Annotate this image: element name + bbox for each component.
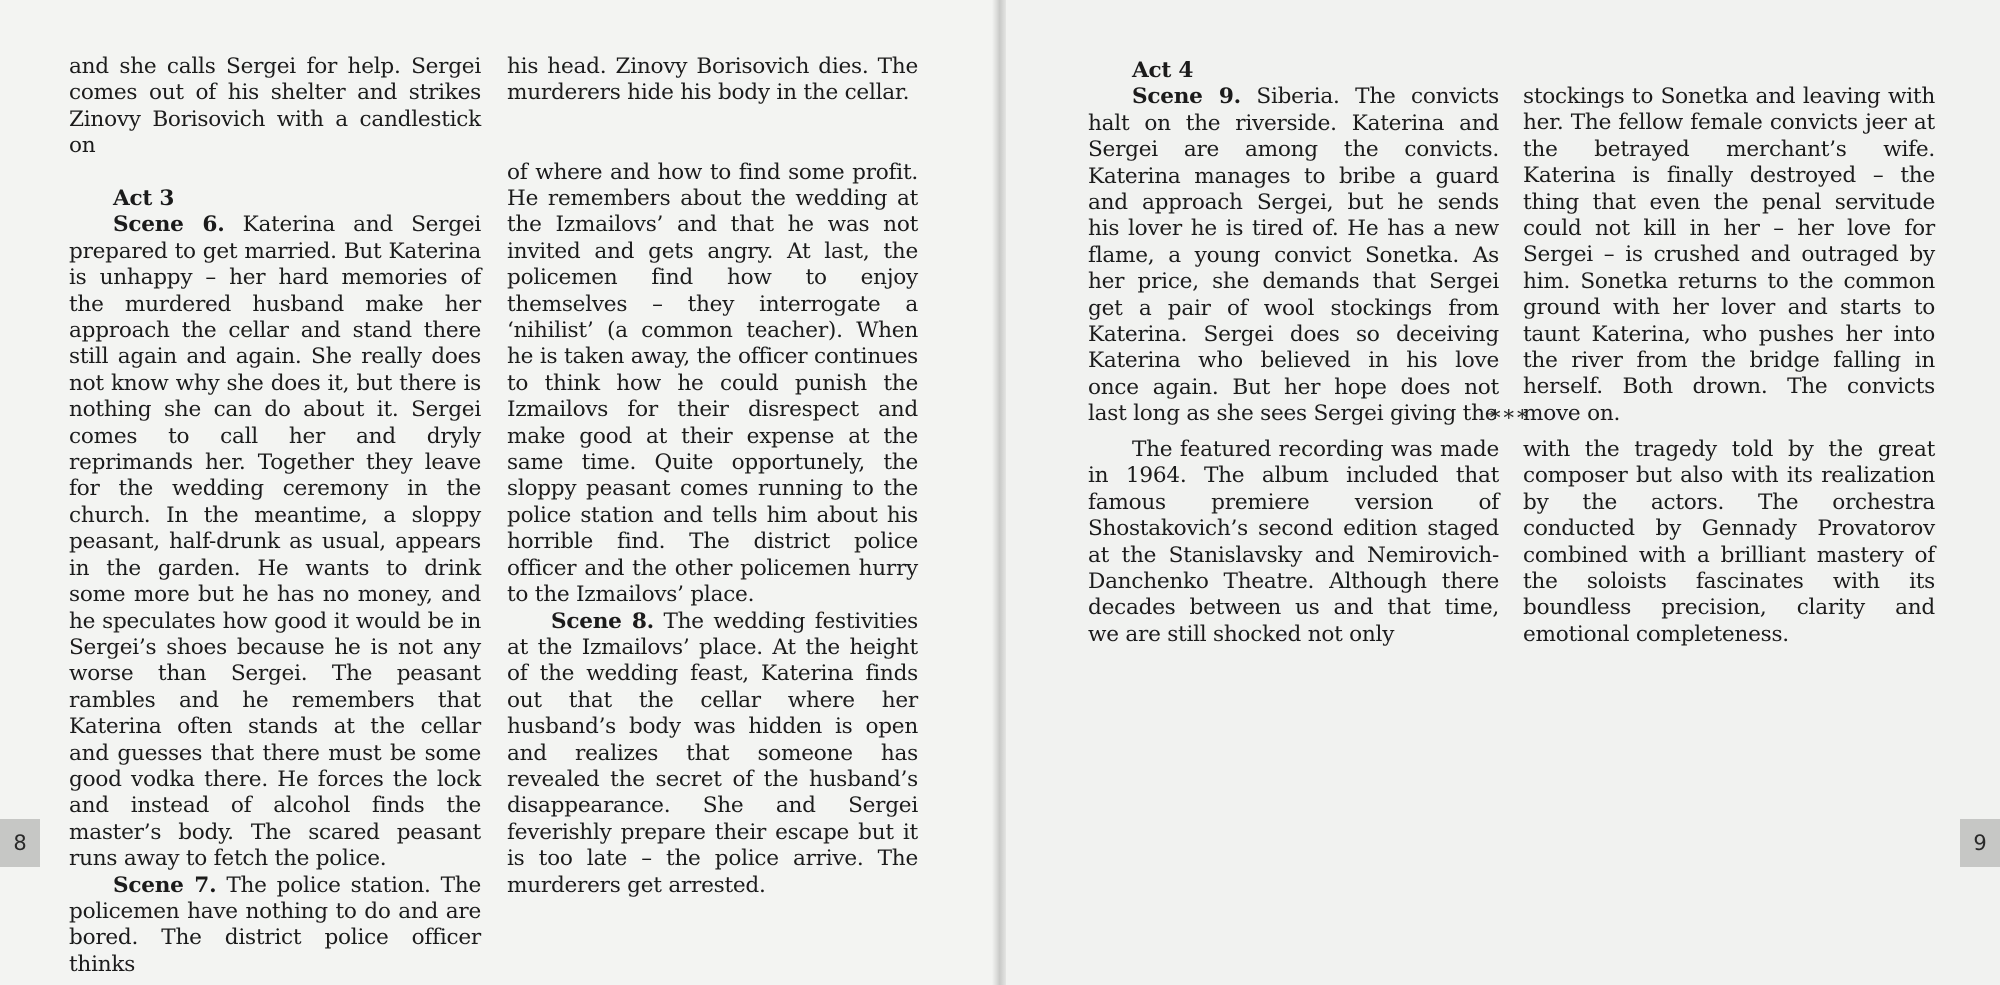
paragraph: with the tragedy told by the great composer but also with its realization by the actors. The orchestra conducted by Gennady Provatorov combined with a brilliant mastery of the soloists fascinates with its boundless precision, clarity and emotional completeness. bbox=[1523, 437, 1935, 647]
act-heading: Act 3 bbox=[113, 186, 175, 212]
paragraph: stockings to Sonetka and leaving with her. The fellow female convicts jeer at the betrayed merchant’s wife. Katerina is finally destroyed – the thing that even the penal servitude could not kill in her – her love for Sergei – is crushed and outraged by him. Sonetka returns to the common ground with her lover and starts to taunt Katerina, who pushes her into the river from the bridge falling in herself. Both drown. The convicts move on. bbox=[1523, 84, 1935, 426]
scene-label: Scene 6. bbox=[113, 212, 225, 238]
page-number-text: 9 bbox=[1973, 831, 1987, 855]
paragraph bbox=[69, 873, 481, 979]
paragraph bbox=[507, 609, 918, 899]
paragraph: of where and how to find some profit. He remembers about the wedding at the Izmailovs’ and that he was not invited and gets angry. At last, the policemen find how to enjoy themselves – they interrogate a ‘nihilist’ (a common teacher). When he is taken away, the officer continues to think how he could punish the Izmailovs for their disrespect and make good at their expense at the same time. Quite opportunely, the sloppy peasant comes running to the police station and tells him about his horrible find. The district police officer and the other policemen hurry to the Izmailovs’ place. bbox=[507, 159, 918, 608]
scene-text: The police station. The policemen have nothing to do and are bored. The district police officer thinks bbox=[69, 872, 481, 977]
scene-text: Katerina and Sergei prepared to get married. But Katerina is unhappy – her hard memories of the murdered husband make her approach the cellar and stand there still again and again. She really does not know why she does it, but there is nothing she can do about it. Sergei comes to call her and dryly reprimands her. Together they leave for the wedding ceremony in the church. In the meantime, a sloppy peasant, half-drunk as usual, appears in the garden. He wants to drink some more but he has no money, and he speculates how good it would be in Sergei’s shoes because he is not any worse than Sergei. The peasant rambles and he remembers that Katerina often stands at the cellar and guesses that there must be some good vodka there. He forces the lock and instead of alcohol finds the master’s body. The scared peasant runs away to fetch the police. bbox=[69, 212, 481, 872]
right-column-1 bbox=[1088, 58, 1499, 428]
page-number bbox=[1960, 819, 2000, 867]
scene-label: Scene 8. bbox=[551, 608, 654, 634]
paragraph: and she calls Sergei for help. Sergei comes out of his shelter and strikes Zinovy Borisovich with a candlestick on bbox=[69, 54, 481, 159]
right-column-2-recording bbox=[1523, 437, 1935, 648]
page-number bbox=[0, 819, 40, 867]
left-column-1 bbox=[69, 54, 481, 978]
paragraph bbox=[1088, 84, 1499, 427]
scene-text: The wedding festivities at the Izmailovs’ place. At the height of the wedding feast, Katerina finds out that the cellar where her husband’s body was hidden is open and realizes that someone has revealed the secret of the husband’s disappearance. She and Sergei feverishly prepare their escape but it is too late – the police arrive. The murderers get arrested. bbox=[507, 608, 918, 898]
left-column-2 bbox=[507, 54, 918, 899]
section-separator: *** bbox=[1490, 406, 1531, 430]
paragraph: The featured recording was made in 1964. The album included that famous premiere version of Shostakovich’s second edition staged at the Stanislavsky and Nemirovich-Danchenko Theatre. Although there decades between us and that time, we are still shocked not only bbox=[1088, 437, 1499, 647]
scene-label: Scene 9. bbox=[1132, 84, 1241, 110]
right-column-1-recording bbox=[1088, 437, 1499, 648]
scene-label: Scene 7. bbox=[113, 872, 217, 898]
page-number-text: 8 bbox=[13, 831, 27, 855]
paragraph bbox=[69, 212, 481, 872]
scene-text: Siberia. The convicts halt on the riverside. Katerina and Sergei are among the convicts. Katerina manages to bribe a guard and approach Sergei, but he sends his lover he is tired of. He has a new flame, a young convict Sonetka. As her price, she demands that Sergei get a pair of wool stockings from Katerina. Sergei does so deceiving Katerina who believed in his love once again. But her hope does not last long as she sees Sergei giving the bbox=[1088, 84, 1499, 427]
book-gutter bbox=[992, 0, 1006, 985]
act-heading: Act 4 bbox=[1132, 58, 1194, 83]
right-column-2 bbox=[1523, 84, 1935, 427]
paragraph: his head. Zinovy Borisovich dies. The murderers hide his body in the cellar. bbox=[507, 54, 918, 106]
